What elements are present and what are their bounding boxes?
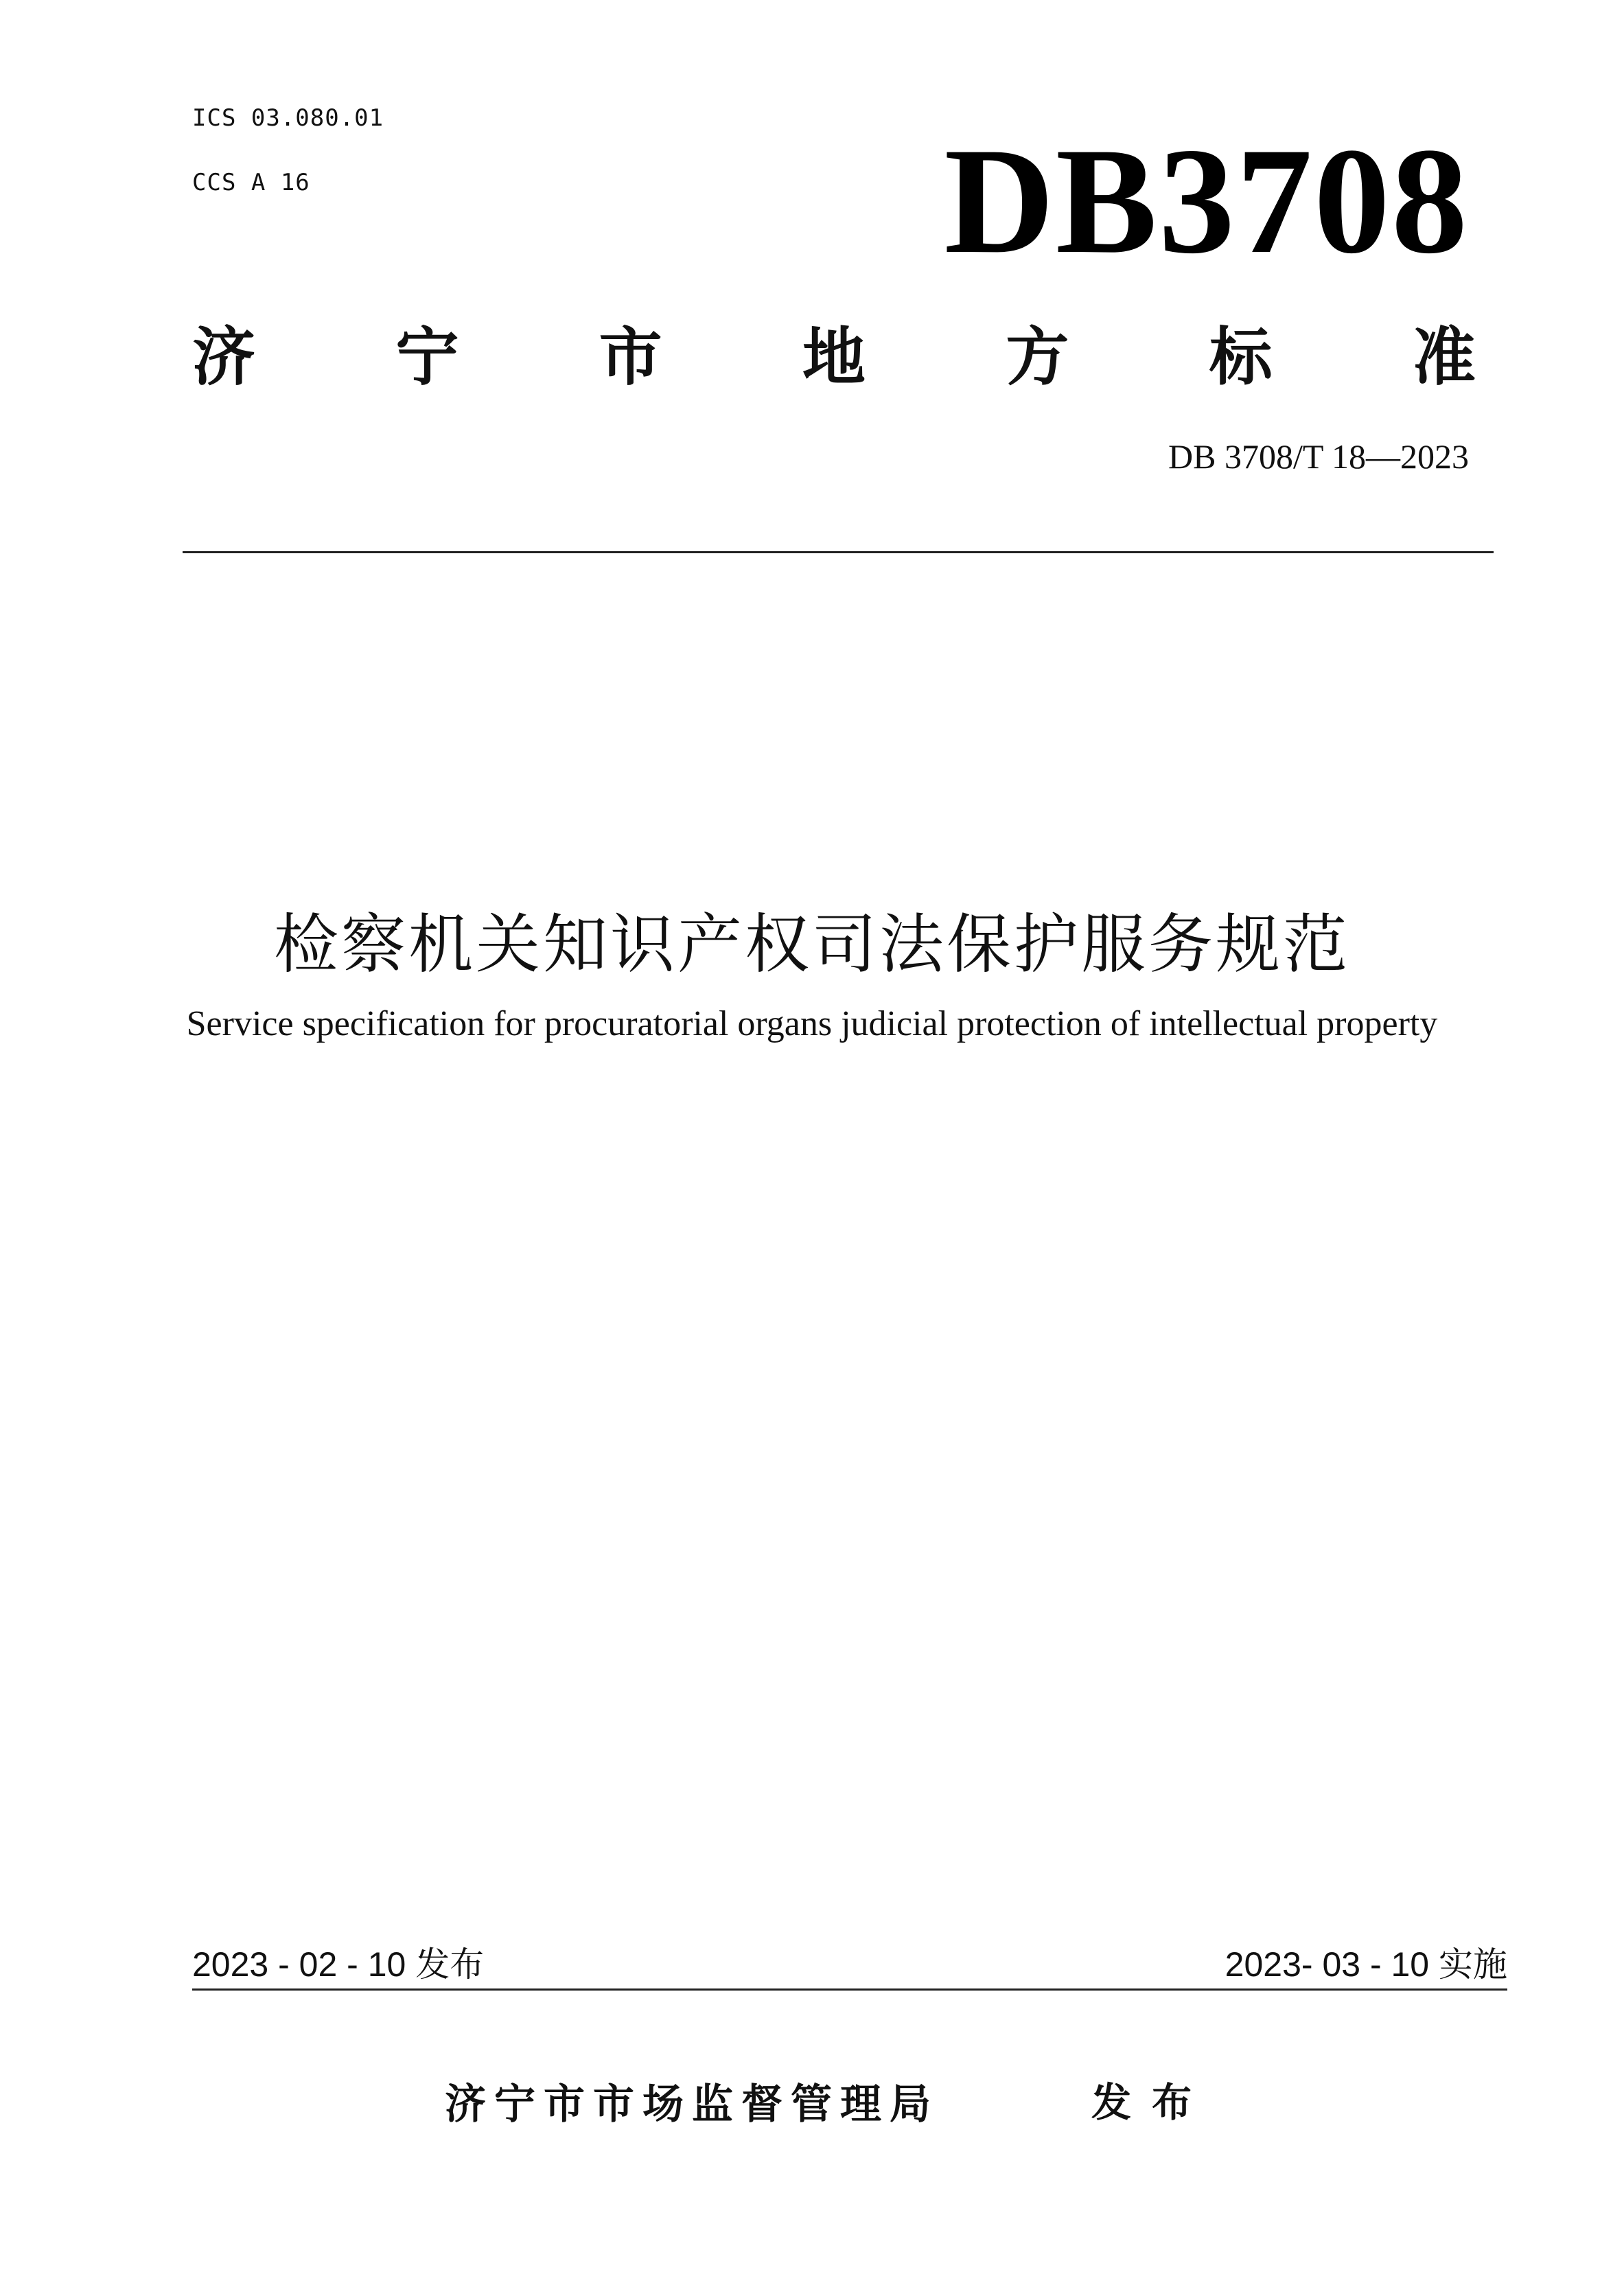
implementation-date: 2023- 03 - 10 实施: [1225, 1945, 1507, 1984]
ccs-code: CCS A 16: [192, 169, 310, 196]
ics-code: ICS 03.080.01: [192, 104, 384, 132]
standard-type-char: 方: [1006, 321, 1069, 394]
top-divider: [183, 551, 1494, 553]
standard-type-char: 准: [1412, 321, 1476, 394]
standard-type-char: 标: [1209, 321, 1273, 394]
title-chinese: 检察机关知识产权司法保护服务规范: [273, 907, 1350, 982]
publisher-name: 济宁市市场监督管理局: [445, 2080, 939, 2129]
db-code-mark: DB3708: [944, 117, 1469, 286]
issue-date: 2023 - 02 - 10 发布: [192, 1945, 485, 1984]
standard-type-char: 济: [192, 321, 256, 394]
standard-number: DB 3708/T 18—2023: [1168, 437, 1469, 476]
title-english: Service specification for procuratorial organs judicial protection of intellectual property: [186, 1004, 1438, 1043]
bottom-divider: [192, 1988, 1507, 1991]
standard-type-char: 市: [599, 321, 662, 394]
publish-label: 发布: [1091, 2079, 1213, 2126]
standard-type-char: 地: [802, 321, 866, 394]
standard-type-heading: [192, 314, 1476, 394]
standard-type-char: 宁: [395, 321, 459, 394]
